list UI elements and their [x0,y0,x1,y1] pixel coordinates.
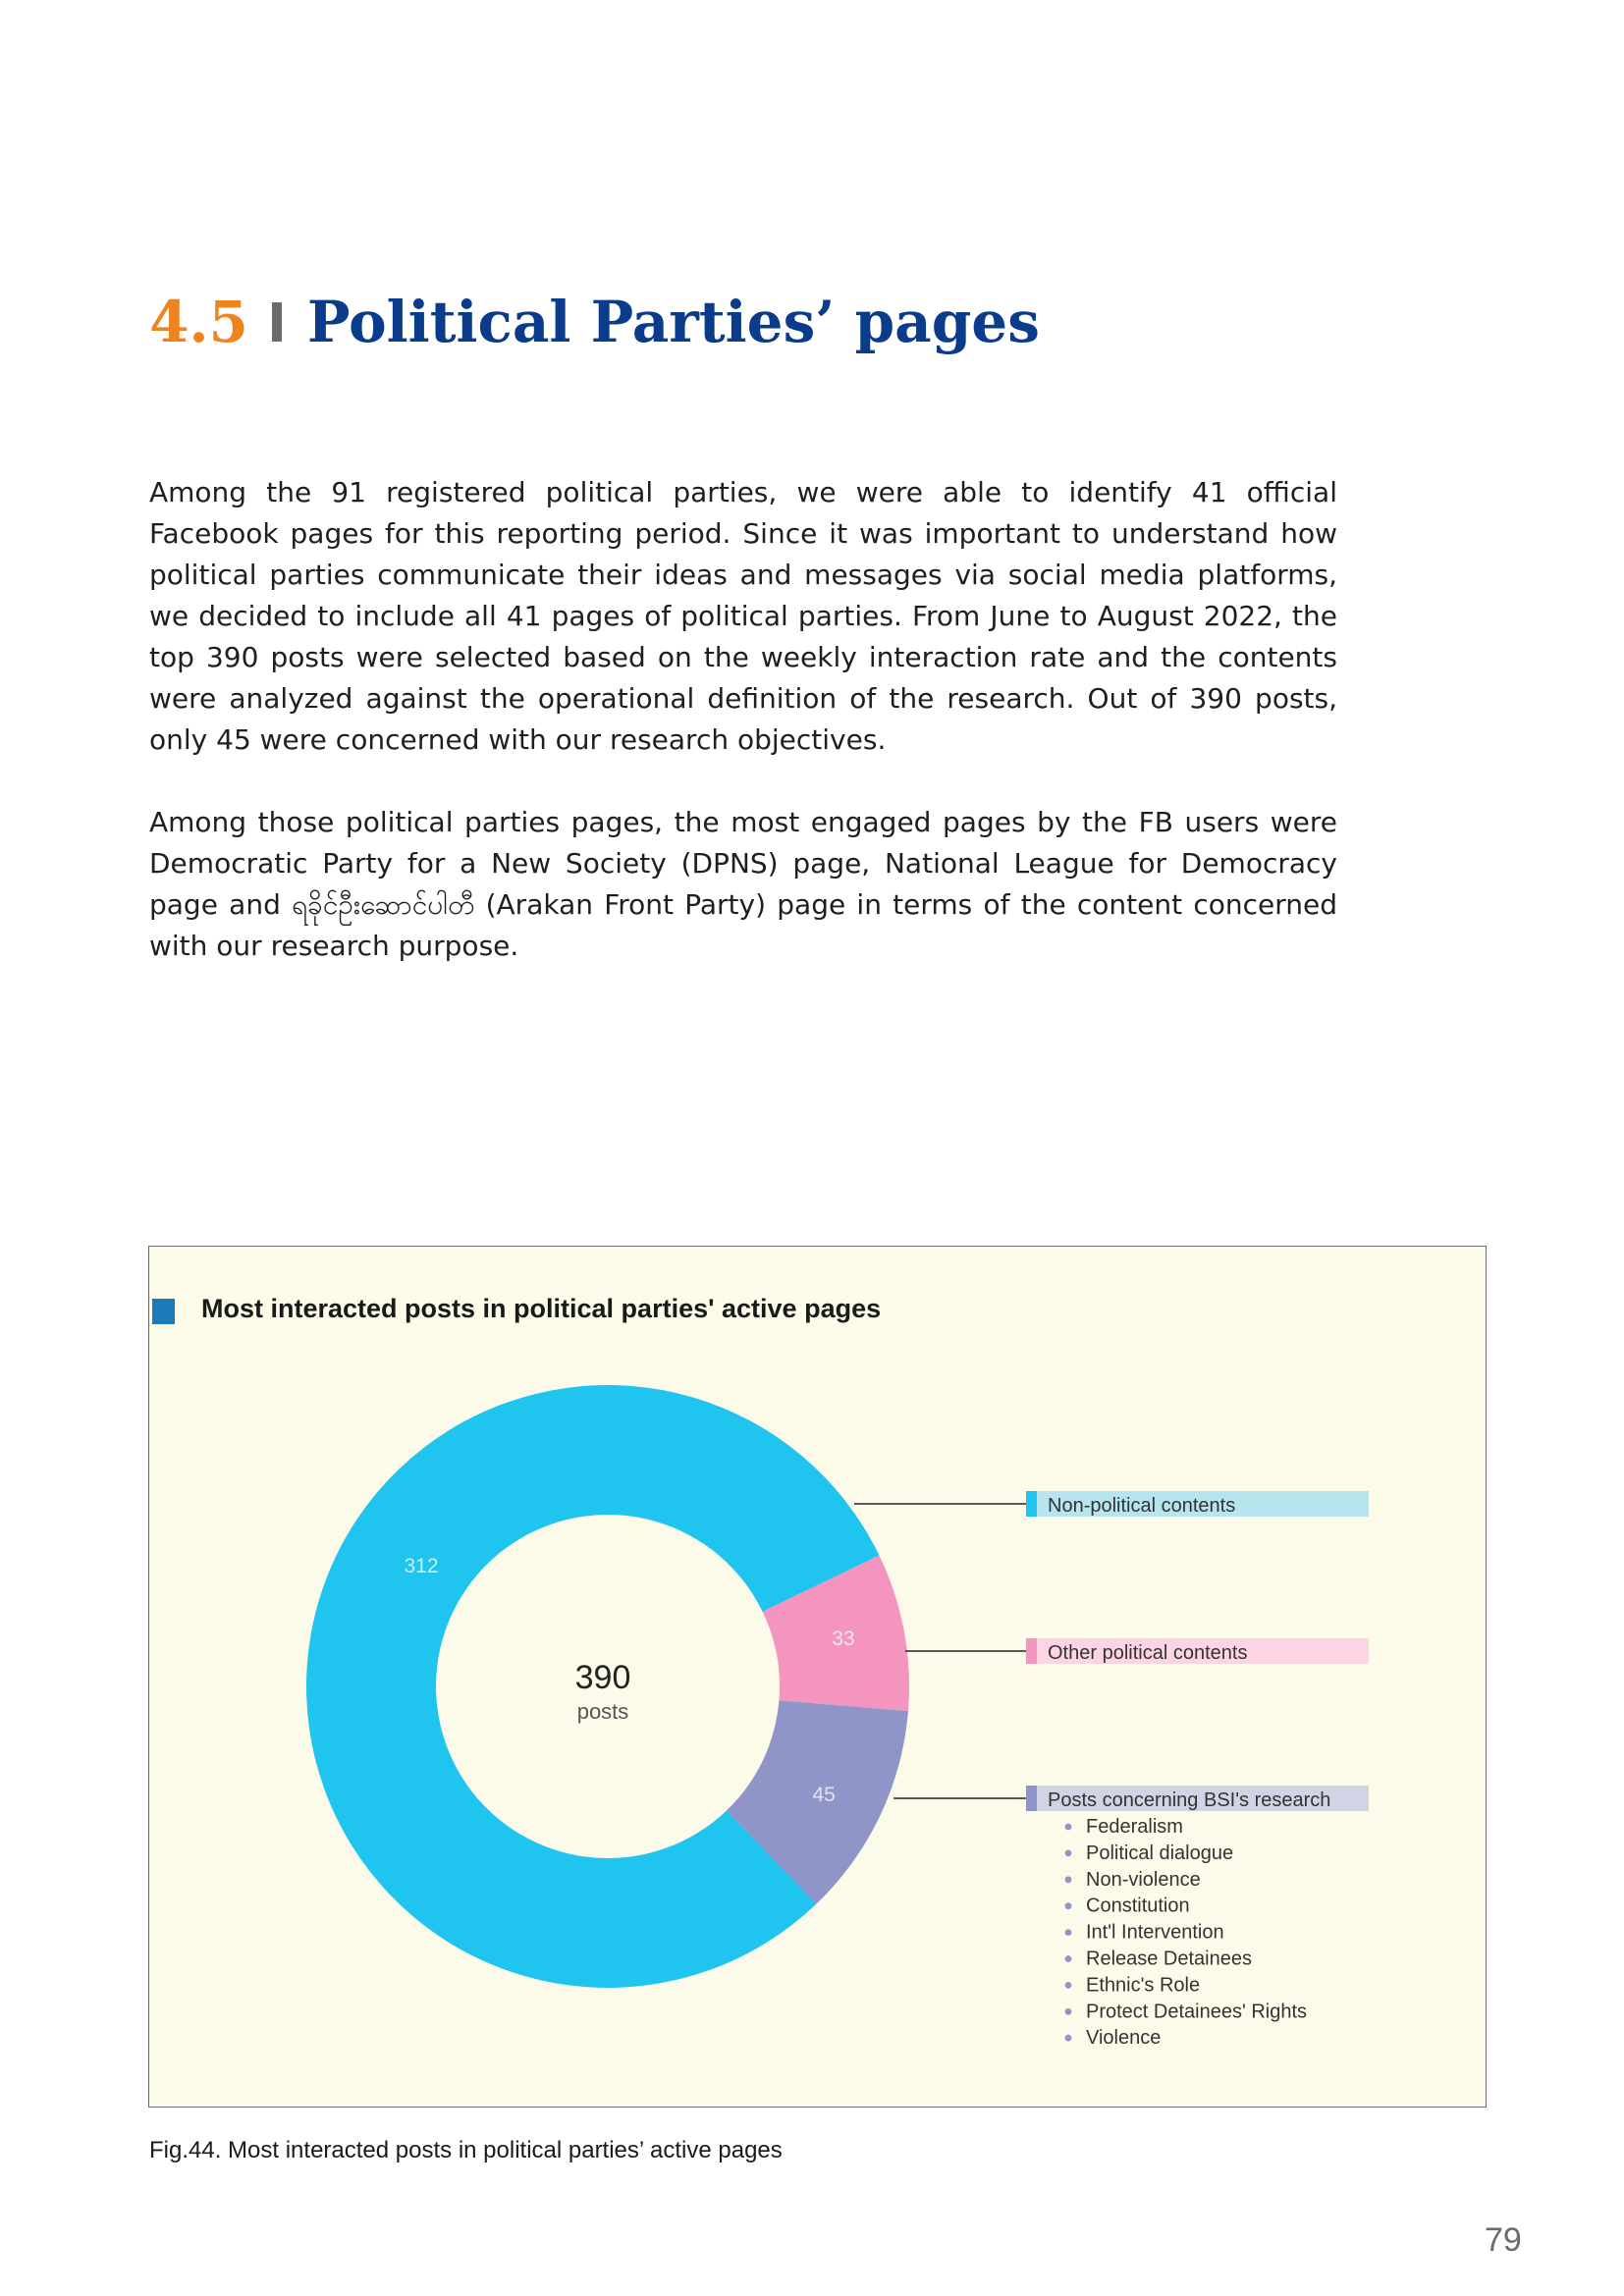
sub-item-label: Violence [1086,2027,1162,2050]
bullet-dot [1065,1850,1072,1857]
section-heading [149,283,1040,361]
sub-item-label: Non-violence [1086,1868,1201,1891]
sub-item-label: Int'l Intervention [1086,1921,1224,1944]
slice-value-label: 45 [812,1784,836,1807]
center-label: posts [576,1699,629,1724]
figure-caption: Fig.44. Most interacted posts in political parties’ active pages [149,2137,783,2163]
heading-divider [272,302,282,342]
section-number: 4.5 [149,289,248,355]
donut-chart [149,1247,1485,2106]
sub-item-label: Ethnic's Role [1086,1974,1201,1997]
legend-swatch [1026,1786,1037,1811]
sub-item-label: Federalism [1086,1816,1183,1838]
body-paragraph-1: Among the 91 registered political parties, we were able to identify 41 official Facebook pages for this reporting period. Since it was important to understand how political parties communicate their ideas and messages via social media platforms, we decided to include all 41 pages of political parties. From June to August 2022, the top 390 posts were selected based on the weekly interaction rate and the contents were analyzed against the operational definition of the research. Out of 390 posts, only 45 were concerned with our research objectives. [149,476,1337,756]
bullet-dot [1065,2035,1072,2042]
bullet-dot [1065,1982,1072,1989]
bullet-dot [1065,1876,1072,1883]
bullet-dot [1065,2008,1072,2015]
section-title: Political Parties’ pages [306,289,1040,355]
page-number: 79 [1485,2221,1522,2259]
slice-value-label: 312 [404,1555,439,1577]
legend-label: Other political contents [1048,1642,1248,1664]
sub-item-label: Release Detainees [1086,1948,1252,1970]
sub-item-label: Constitution [1086,1895,1190,1917]
legend-swatch [1026,1638,1037,1664]
bullet-dot [1065,1824,1072,1831]
slice-value-label: 33 [832,1628,855,1650]
center-total: 390 [574,1659,631,1696]
bullet-dot [1065,1955,1072,1962]
bullet-dot [1065,1902,1072,1909]
sub-item-label: Political dialogue [1086,1842,1234,1864]
legend-label: Posts concerning BSI's research [1048,1789,1331,1811]
chart-panel [148,1246,1487,2108]
sub-item-label: Protect Detainees' Rights [1086,2001,1308,2023]
body-paragraph-2: Among those political parties pages, the most engaged pages by the FB users were Democratic Party for a New Society (DPNS) page, National League for Democracy page and ရခိုင်ဦးဆောင်ပါတီ (Arakan Front Party) page in terms of the content concerned with our research purpose. [149,806,1337,962]
legend-swatch [1026,1491,1037,1517]
chart-title: Most interacted posts in political parties' active pages [201,1294,882,1323]
legend-label: Non-political contents [1048,1495,1236,1517]
bullet-dot [1065,1929,1072,1936]
